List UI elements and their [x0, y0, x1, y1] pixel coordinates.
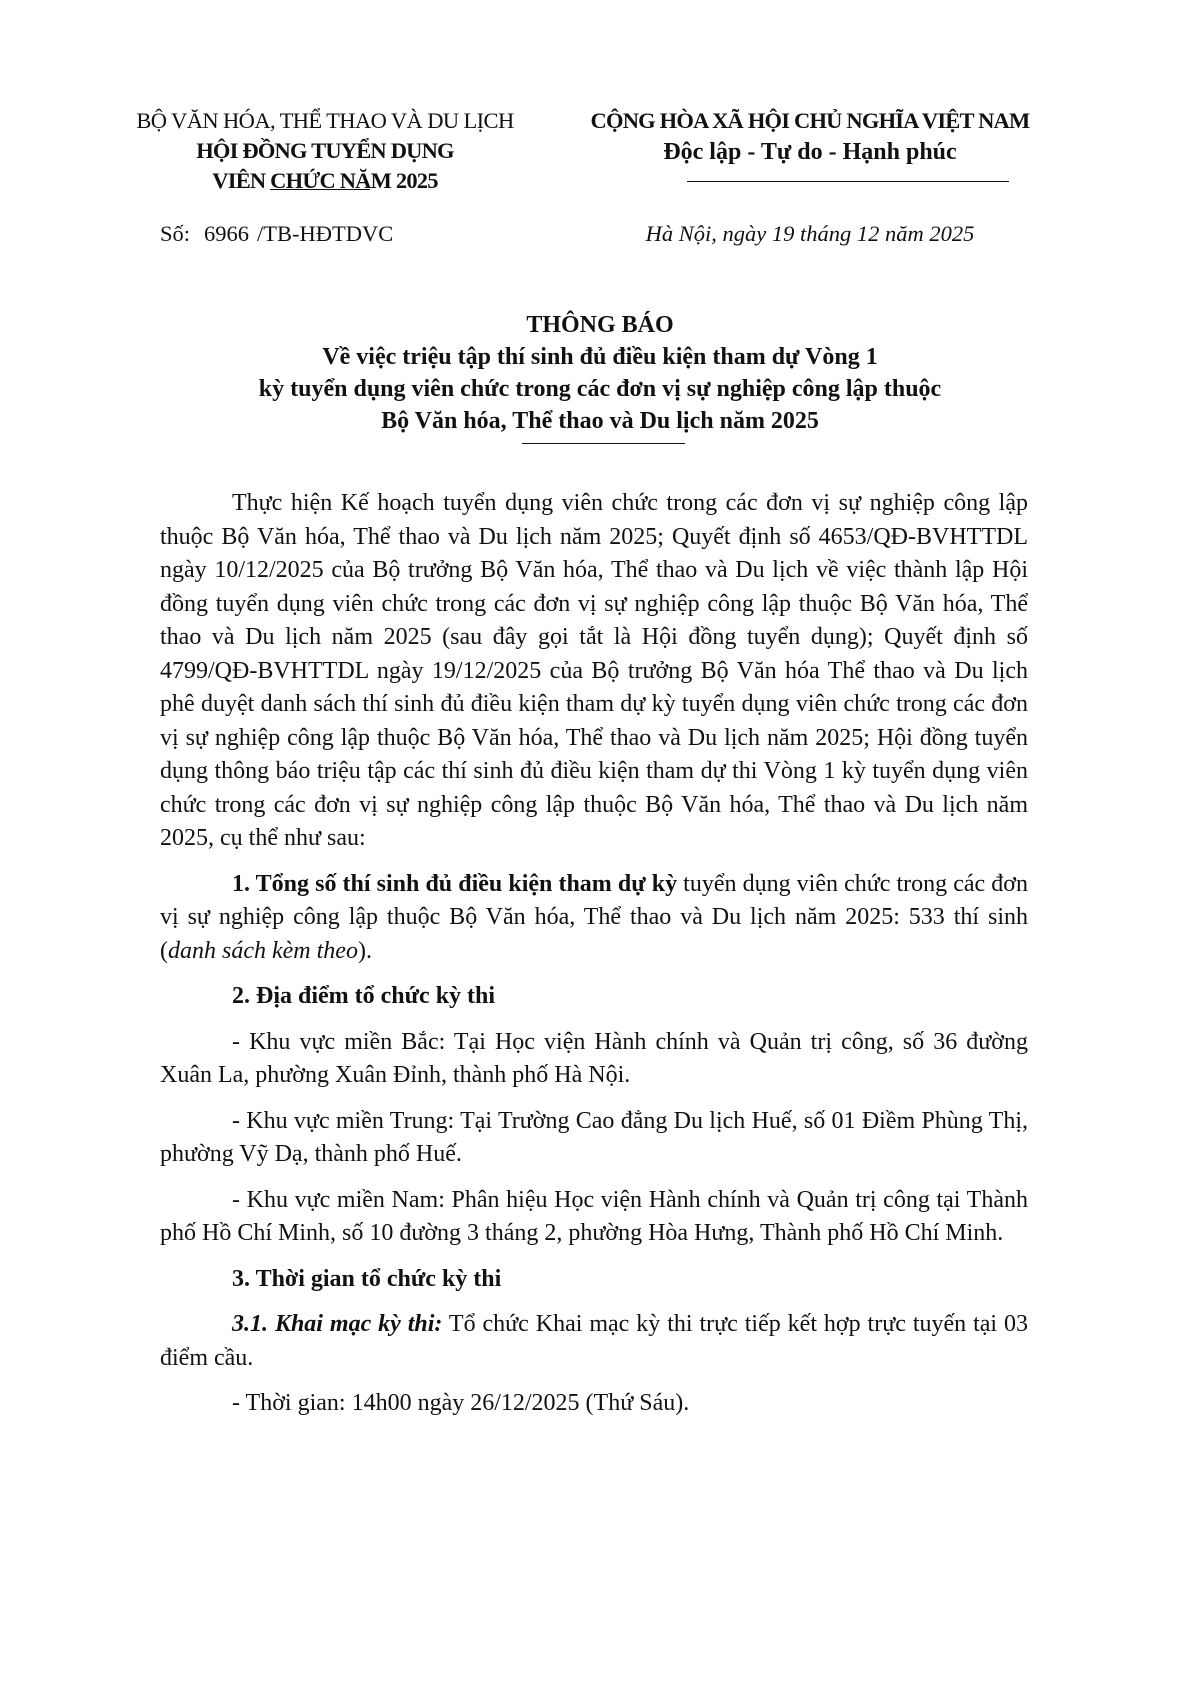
section-3-1-paragraph	[160, 1308, 1028, 1375]
location-north: - Khu vực miền Bắc: Tại Học viện Hành chính và Quản trị công, số 36 đường Xuân La, phường Xuân Đỉnh, thành phố Hà Nội.	[160, 1028, 1028, 1088]
location-central: - Khu vực miền Trung: Tại Trường Cao đẳng Du lịch Huế, số 01 Điềm Phùng Thị, phường Vỹ Dạ, thành phố Huế.	[160, 1107, 1028, 1167]
section-1-paragraph	[160, 868, 1028, 969]
section-3-heading: 3. Thời gian tổ chức kỳ thi	[232, 1265, 502, 1292]
section-1-heading: 1. Tổng số thí sinh đủ điều kiện tham dự kỳ	[232, 870, 678, 897]
council-name-line2: VIÊN CHỨC NĂM 2025	[212, 168, 438, 193]
title-line-3: Bộ Văn hóa, Thể thao và Du lịch năm 2025	[381, 408, 819, 434]
title-underline	[522, 443, 685, 444]
document-number	[160, 221, 393, 247]
title-line-2: kỳ tuyển dụng viên chức trong các đơn vị sự nghiệp công lập thuộc	[258, 376, 942, 402]
section-1-italic-note: danh sách kèm theo	[168, 937, 358, 964]
agency-underline	[270, 189, 370, 190]
national-motto: Độc lập - Tự do - Hạnh phúc	[663, 139, 957, 165]
section-1-text: tuyển dụng viên chức trong các đơn vị sự nghiệp công lập thuộc Bộ Văn hóa, Thể thao và Du lịch năm 2025: 533 thí sinh (	[160, 870, 1028, 964]
ministry-name: BỘ VĂN HÓA, THỂ THAO VÀ DU LỊCH	[136, 108, 514, 133]
issuing-agency-block	[100, 106, 550, 196]
document-number-value: 6966	[204, 221, 250, 246]
document-title	[100, 309, 1100, 437]
document-number-label: Số:	[160, 221, 191, 246]
opening-time: - Thời gian: 14h00 ngày 26/12/2025 (Thứ Sáu).	[232, 1390, 690, 1416]
location-south: - Khu vực miền Nam: Phân hiệu Học viện Hành chính và Quản trị công tại Thành phố Hồ Chí Minh, số 10 đường 3 tháng 2, phường Hòa Hưng, Thành phố Hồ Chí Minh.	[160, 1186, 1028, 1246]
country-name: CỘNG HÒA XÃ HỘI CHỦ NGHĨA VIỆT NAM	[590, 108, 1030, 133]
council-name-line1: HỘI ĐỒNG TUYỂN DỤNG	[196, 138, 454, 163]
section-2-heading: 2. Địa điểm tổ chức kỳ thi	[232, 983, 496, 1009]
document-code: /TB-HĐTDVC	[257, 221, 394, 246]
national-title-block	[560, 106, 1060, 168]
place-and-date: Hà Nội, ngày 19 tháng 12 năm 2025	[645, 221, 975, 246]
motto-underline	[687, 181, 1009, 182]
intro-paragraph: Thực hiện Kế hoạch tuyển dụng viên chức trong các đơn vị sự nghiệp công lập thuộc Bộ Văn hóa, Thể thao và Du lịch năm 2025; Quyết định số 4653/QĐ-BVHTTDL ngày 10/12/2025 của Bộ trưởng Bộ Văn hóa, Thể thao và Du lịch về việc thành lập Hội đồng tuyển dụng viên chức trong các đơn vị sự nghiệp công lập thuộc Bộ Văn hóa, Thể thao và Du lịch năm 2025 (sau đây gọi tắt là Hội đồng tuyển dụng); Quyết định số 4799/QĐ-BVHTTDL ngày 19/12/2025 của Bộ trưởng Bộ Văn hóa Thể thao và Du lịch phê duyệt danh sách thí sinh đủ điều kiện tham dự kỳ tuyển dụng viên chức trong các đơn vị sự nghiệp công lập thuộc Bộ Văn hóa, Thể thao và Du lịch năm 2025; Hội đồng tuyển dụng thông báo triệu tập các thí sinh đủ điều kiện tham dự thi Vòng 1 kỳ tuyển dụng viên chức trong các đơn vị sự nghiệp công lập thuộc Bộ Văn hóa, Thể thao và Du lịch năm 2025, cụ thể như sau:	[160, 490, 1028, 851]
title-line-1: Về việc triệu tập thí sinh đủ điều kiện tham dự Vòng 1	[322, 344, 878, 370]
title-heading: THÔNG BÁO	[526, 312, 674, 338]
section-1-end: ).	[357, 937, 372, 964]
section-3-1-text: Tổ chức Khai mạc kỳ thi trực tiếp kết hợp trực tuyến tại 03 điểm cầu.	[160, 1311, 1028, 1371]
document-body	[160, 487, 1028, 1421]
section-3-1-label: 3.1. Khai mạc kỳ thi:	[232, 1311, 443, 1337]
